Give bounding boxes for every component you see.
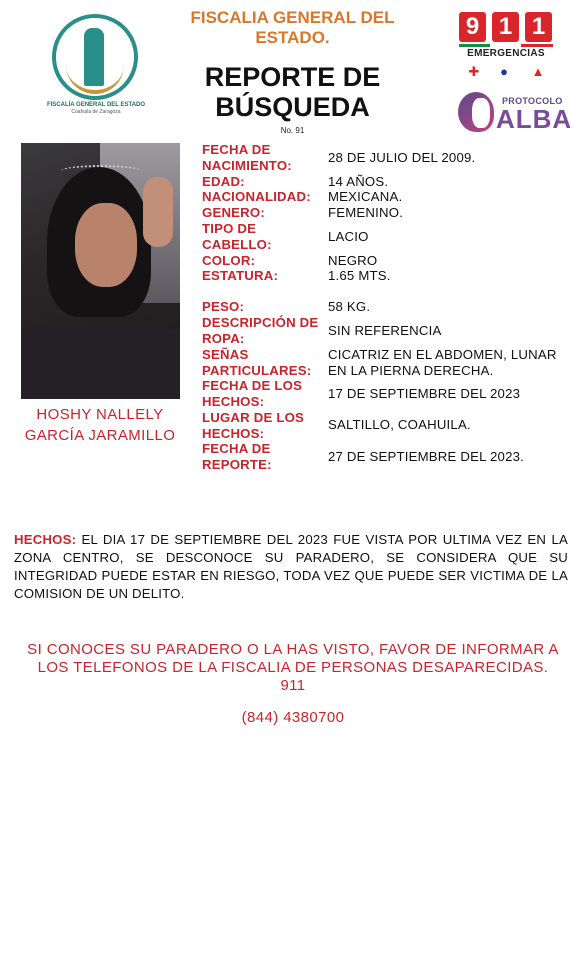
protocolo-alba-logo bbox=[458, 92, 573, 136]
field-value-report-date: 27 DE SEPTIEMBRE DEL 2023. bbox=[328, 449, 525, 464]
person-name bbox=[14, 404, 186, 446]
field-value-event-place: SALTILLO, COAHUILA. bbox=[328, 417, 471, 432]
field-label-height: ESTATURA: bbox=[202, 268, 279, 283]
field-value-event-date: 17 DE SEPTIEMBRE DEL 2023 bbox=[328, 386, 521, 401]
cross-icon: ✚ bbox=[468, 64, 480, 79]
photo-headband bbox=[61, 165, 141, 177]
logo-subtext: Coahuila de Zaragoza bbox=[71, 109, 121, 115]
org-name: FISCALIA GENERAL DEL ESTADO. bbox=[190, 8, 395, 47]
hechos-paragraph bbox=[14, 531, 568, 603]
field-label-event-place: LUGAR DE LOS HECHOS: bbox=[202, 410, 305, 441]
fiscalia-logo bbox=[48, 14, 144, 118]
field-label-event-date: FECHA DE LOS HECHOS: bbox=[202, 378, 303, 409]
alba-label: ALBA bbox=[496, 104, 573, 134]
field-label-birthdate: FECHA DE NACIMIENTO: bbox=[202, 142, 292, 173]
hechos-text: EL DIA 17 DE SEPTIEMBRE DEL 2023 FUE VISTA POR ULTIMA VEZ EN LA ZONA CENTRO, SE DESCONOCE SU PARADERO, SE CONSIDERA QUE SU INTEGRIDAD PUEDE ESTAR EN RIESGO, TODA VEZ QUE PUEDE SER VICTIMA DE LA COMISION DE UN DELITO. bbox=[14, 532, 568, 601]
fire-icon: ▲ bbox=[531, 64, 545, 79]
field-value-color: NEGRO bbox=[328, 253, 378, 268]
police-cap-icon: ● bbox=[500, 64, 508, 79]
field-value-age: 14 AÑOS. bbox=[328, 174, 389, 189]
protocolo-label: PROTOCOLO bbox=[502, 96, 563, 106]
digit-9: 9 bbox=[459, 12, 486, 42]
field-label-gender: GENERO: bbox=[202, 205, 265, 220]
field-value-hair-type: LACIO bbox=[328, 229, 369, 244]
field-value-marks: CICATRIZ EN EL ABDOMEN, LUNAR EN LA PIERNA DERECHA. bbox=[328, 347, 557, 378]
logo-text: FISCALÍA GENERAL DEL ESTADO bbox=[46, 102, 146, 108]
photo-hand bbox=[143, 177, 173, 247]
cta-line1: SI CONOCES SU PARADERO O LA HAS VISTO, FAVOR DE INFORMAR A bbox=[27, 641, 559, 658]
digit-1: 1 bbox=[492, 12, 519, 42]
emergencias-label: EMERGENCIAS bbox=[467, 48, 545, 59]
field-label-weight: PESO: bbox=[202, 299, 245, 314]
field-value-weight: 58 KG. bbox=[328, 299, 371, 314]
field-label-clothing: DESCRIPCIÓN DE ROPA: bbox=[202, 315, 319, 346]
person-name-line1: HOSHY NALLELY bbox=[36, 406, 164, 423]
field-value-nationality: MEXICANA. bbox=[328, 189, 403, 204]
cta-line2: LOS TELEFONOS DE LA FISCALIA DE PERSONAS DESAPARECIDAS. bbox=[37, 659, 549, 676]
cta-911: 911 bbox=[280, 677, 306, 694]
field-value-gender: FEMENINO. bbox=[328, 205, 404, 220]
digit-1b: 1 bbox=[525, 12, 552, 42]
field-label-hair-type: TIPO DE CABELLO: bbox=[202, 221, 272, 252]
photo-shirt bbox=[21, 329, 180, 399]
field-label-nationality: NACIONALIDAD: bbox=[202, 189, 311, 204]
field-label-color: COLOR: bbox=[202, 253, 256, 268]
person-name-line2: GARCÍA JARAMILLO bbox=[24, 427, 176, 444]
field-value-clothing: SIN REFERENCIA bbox=[328, 323, 442, 338]
phone-number: (844) 4380700 bbox=[241, 709, 345, 726]
field-label-marks: SEÑAS PARTICULARES: bbox=[202, 347, 312, 378]
page-title: REPORTE DE BÚSQUEDA bbox=[204, 62, 381, 122]
silhouette-face bbox=[472, 98, 490, 128]
field-label-age: EDAD: bbox=[202, 174, 245, 189]
emergencias-911-logo bbox=[459, 12, 553, 86]
field-value-birthdate: 28 DE JULIO DEL 2009. bbox=[328, 150, 476, 165]
field-label-report-date: FECHA DE REPORTE: bbox=[202, 441, 272, 472]
flag-stripe bbox=[459, 44, 553, 47]
report-number: No. 91 bbox=[280, 126, 305, 135]
field-value-height: 1.65 MTS. bbox=[328, 268, 391, 283]
hechos-label: HECHOS: bbox=[14, 532, 77, 547]
photo-face bbox=[75, 203, 137, 287]
call-to-action bbox=[20, 641, 566, 695]
missing-person-photo bbox=[21, 143, 180, 399]
